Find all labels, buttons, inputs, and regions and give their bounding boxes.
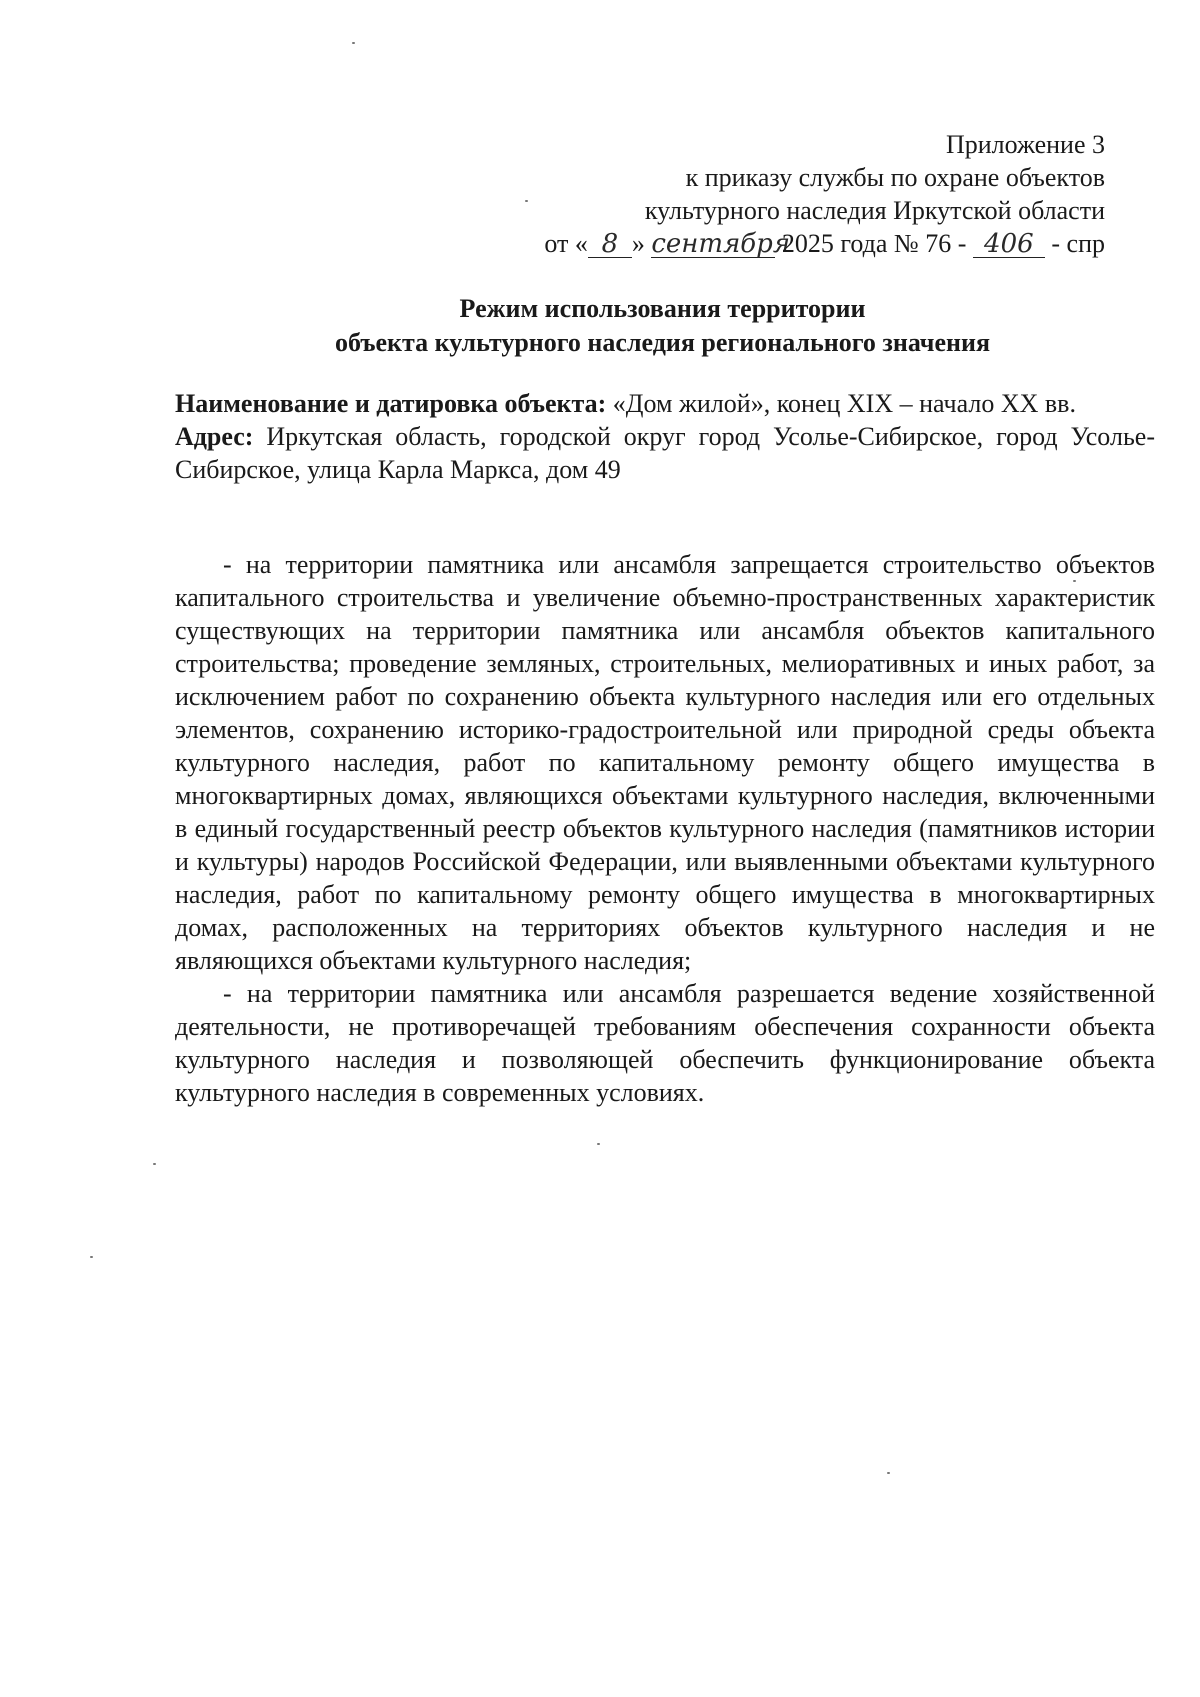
handwritten-order-number: 406 bbox=[973, 231, 1045, 258]
scan-speck bbox=[887, 1472, 890, 1474]
object-address-label: Адрес: bbox=[175, 422, 254, 451]
appendix-date-line bbox=[544, 227, 1105, 260]
object-address bbox=[175, 420, 1155, 486]
object-name bbox=[175, 387, 1155, 420]
title-line-2: объекта культурного наследия регионального значения bbox=[334, 328, 991, 357]
date-prefix: от « bbox=[544, 229, 588, 258]
appendix-number: Приложение 3 bbox=[945, 130, 1105, 159]
paragraph-prohibitions: - на территории памятника или ансамбля запрещается строительство объектов капитального строительства и увеличение объемно-пространственных характеристик существующих на территории памятника или ансамбля объектов капитального строительства; проведение земляных, строительных, мелиоративных и иных работ, за исключением работ по сохранению объекта культурного наследия или его отдельных элементов, сохранению историко-градостроительной или природной среды объекта культурного наследия, работ по капитальному ремонту общего имущества в многоквартирных домах, являющихся объектами культурного наследия, включенными в единый государственный реестр объектов культурного наследия (памятников истории и культуры) народов Российской Федерации, или выявленными объектами культурного наследия, работ по капитальному ремонту общего имущества в многоквартирных домах, расположенных на территориях объектов культурного наследия и не являющихся объектами культурного наследия; bbox=[175, 550, 1155, 975]
scan-speck bbox=[153, 1163, 156, 1165]
scan-speck bbox=[90, 1256, 93, 1258]
handwritten-day: 8 bbox=[588, 231, 632, 258]
handwritten-month: сентября bbox=[651, 229, 791, 259]
object-name-value: «Дом жилой», конец XIX – начало XX вв. bbox=[612, 389, 1076, 418]
object-name-label: Наименование и датировка объекта: bbox=[175, 389, 607, 418]
document-title bbox=[170, 292, 1155, 360]
order-suffix: - спр bbox=[1051, 229, 1105, 258]
scan-speck bbox=[597, 1143, 600, 1145]
object-meta bbox=[175, 387, 1155, 486]
title-line-1: Режим использования территории bbox=[459, 294, 866, 323]
regime-body bbox=[175, 548, 1155, 1109]
appendix-header bbox=[544, 128, 1105, 260]
year-text: 2025 года № 76 - bbox=[781, 229, 967, 258]
appendix-order-ref: к приказу службы по охране объектов bbox=[685, 163, 1105, 192]
date-mid: » bbox=[631, 229, 645, 258]
object-address-value: Иркутская область, городской округ город Усолье-Сибирское, город Усолье-Сибирское, улица Карла Маркса, дом 49 bbox=[175, 422, 1155, 484]
scan-speck bbox=[1073, 580, 1076, 582]
scan-speck bbox=[352, 42, 355, 44]
paragraph-permissions: - на территории памятника или ансамбля разрешается ведение хозяйственной деятельности, не противоречащей требованиям обеспечения сохранности объекта культурного наследия и позволяющей обеспечить функционирование объекта культурного наследия в современных условиях. bbox=[175, 979, 1155, 1107]
scan-speck bbox=[525, 200, 528, 202]
appendix-authority: культурного наследия Иркутской области bbox=[644, 196, 1105, 225]
